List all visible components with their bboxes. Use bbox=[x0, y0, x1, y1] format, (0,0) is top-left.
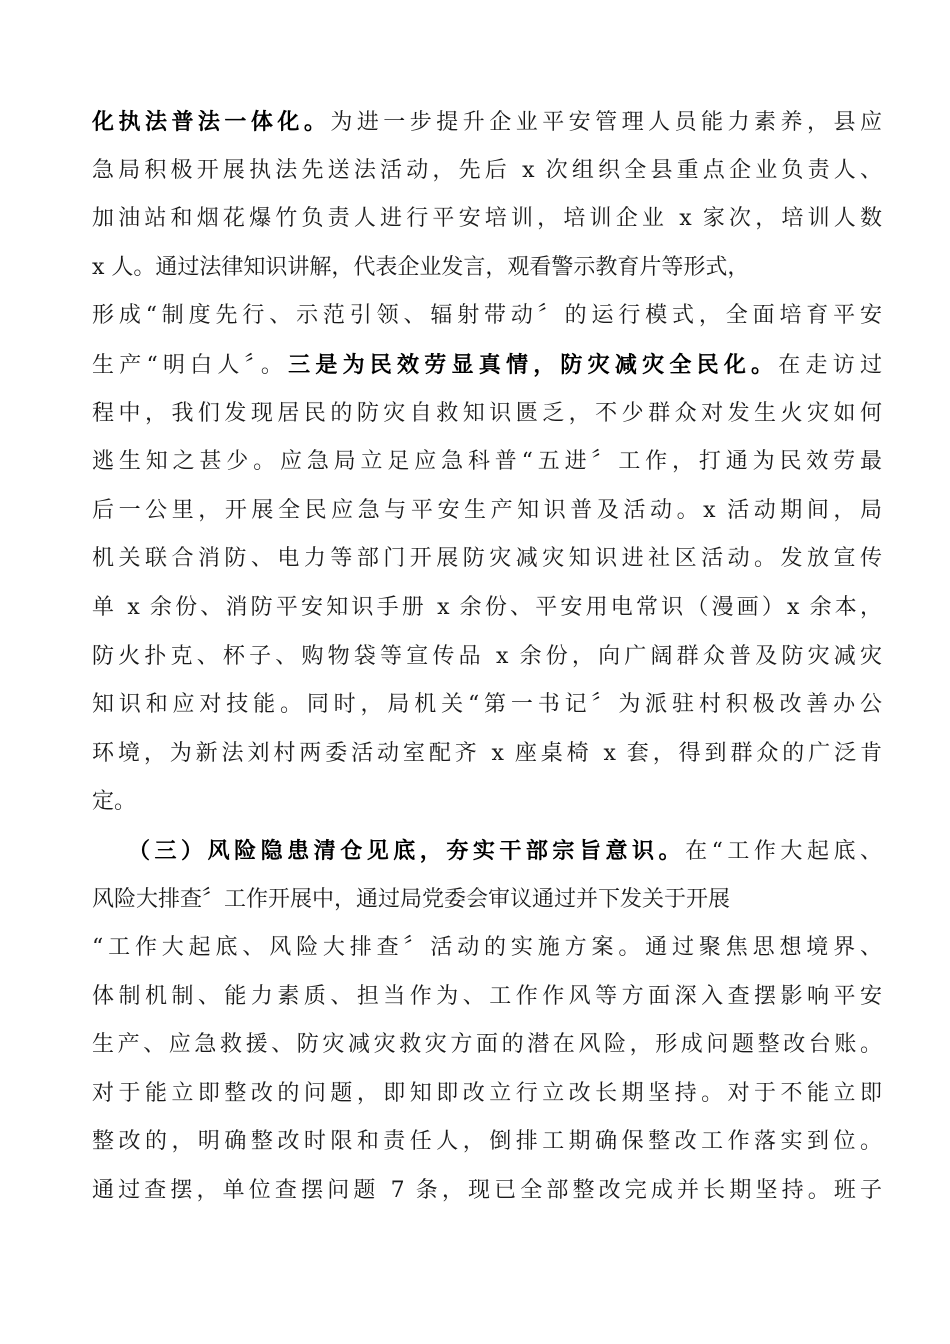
text-line bbox=[92, 1167, 882, 1216]
line-text: 程中，我们发现居民的防灾自救知识匮乏，不少群众对发生火灾如何 bbox=[92, 400, 882, 426]
document-page bbox=[92, 98, 882, 1216]
line-text: 为进一步提升企业平安管理人员能力素养，县应 bbox=[330, 110, 882, 135]
line-text: 在“工作大起底、 bbox=[685, 838, 882, 864]
line-text: 风险大排查〞工作开展中，通过局党委会审议通过并下发关于开展 bbox=[92, 886, 731, 912]
text-line bbox=[92, 876, 882, 925]
text-line bbox=[92, 827, 882, 876]
line-text: 机关联合消防、电力等部门开展防灾减灾知识进社区活动。发放宣传 bbox=[92, 546, 882, 572]
text-line bbox=[92, 973, 882, 1022]
text-line bbox=[92, 292, 882, 341]
bold-heading: 化执法普法一体化。 bbox=[92, 109, 331, 135]
line-text: 体制机制、能力素质、担当作为、工作作风等方面深入查摆影响平安 bbox=[92, 983, 882, 1009]
text-line bbox=[92, 633, 882, 682]
text-line bbox=[92, 535, 882, 584]
line-text: 生产“明白人〞。 bbox=[92, 352, 289, 378]
text-line bbox=[92, 1070, 882, 1119]
line-text: 单 x 余份、消防平安知识手册 x 余份、平安用电常识（漫画）x 余本， bbox=[92, 594, 882, 620]
text-line bbox=[92, 681, 882, 730]
line-text: 形成“制度先行、示范引领、辐射带动〞的运行模式，全面培育平安 bbox=[92, 303, 882, 329]
text-line bbox=[92, 584, 882, 633]
text-line bbox=[92, 341, 882, 390]
text-line bbox=[92, 1021, 882, 1070]
bold-heading: 三是为民效劳显真情，防灾减灾全民化。 bbox=[288, 351, 779, 378]
text-line bbox=[92, 438, 882, 487]
text-line bbox=[92, 778, 882, 827]
line-text: 环境，为新法刘村两委活动室配齐 x 座桌椅 x 套，得到群众的广泛肯 bbox=[92, 740, 882, 766]
text-line bbox=[92, 98, 882, 147]
line-text: 防火扑克、杯子、购物袋等宣传品 x 余份，向广阔群众普及防灾减灾 bbox=[92, 643, 882, 669]
line-text: 通过查摆，单位查摆问题 7 条，现已全部整改完成并长期坚持。班子 bbox=[92, 1178, 882, 1204]
line-text: 对于能立即整改的问题，即知即改立行立改长期坚持。对于不能立即 bbox=[92, 1080, 882, 1106]
text-line bbox=[92, 147, 882, 196]
line-text: 逃生知之甚少。应急局立足应急科普“五进〞工作，打通为民效劳最 bbox=[92, 449, 882, 475]
line-text: 生产、应急救援、防灾减灾救灾方面的潜在风险，形成问题整改台账。 bbox=[92, 1032, 882, 1058]
text-line bbox=[92, 487, 882, 536]
bold-heading: （三）风险隐患清仓见底，夯实干部宗旨意识。 bbox=[128, 837, 686, 864]
line-text: “工作大起底、风险大排查〞活动的实施方案。通过聚焦思想境界、 bbox=[92, 935, 882, 961]
line-text: 定。 bbox=[92, 789, 137, 815]
line-text: 后一公里，开展全民应急与平安生产知识普及活动。x 活动期间，局 bbox=[92, 497, 882, 523]
line-text: 急局积极开展执法先送法活动，先后 x 次组织全县重点企业负责人、 bbox=[92, 157, 882, 183]
line-text: x 人。通过法律知识讲解，代表企业发言，观看警示教育片等形式， bbox=[92, 254, 750, 280]
line-text: 知识和应对技能。同时，局机关“第一书记〞为派驻村积极改善办公 bbox=[92, 692, 882, 718]
line-text: 在走访过 bbox=[778, 352, 882, 378]
text-line bbox=[92, 730, 882, 779]
line-text: 整改的，明确整改时限和责任人，倒排工期确保整改工作落实到位。 bbox=[92, 1129, 882, 1155]
text-line bbox=[92, 244, 882, 293]
text-line bbox=[92, 1118, 882, 1167]
text-line bbox=[92, 924, 882, 973]
text-line bbox=[92, 390, 882, 439]
text-line bbox=[92, 195, 882, 244]
line-text: 加油站和烟花爆竹负责人进行平安培训，培训企业 x 家次，培训人数 bbox=[92, 206, 882, 232]
